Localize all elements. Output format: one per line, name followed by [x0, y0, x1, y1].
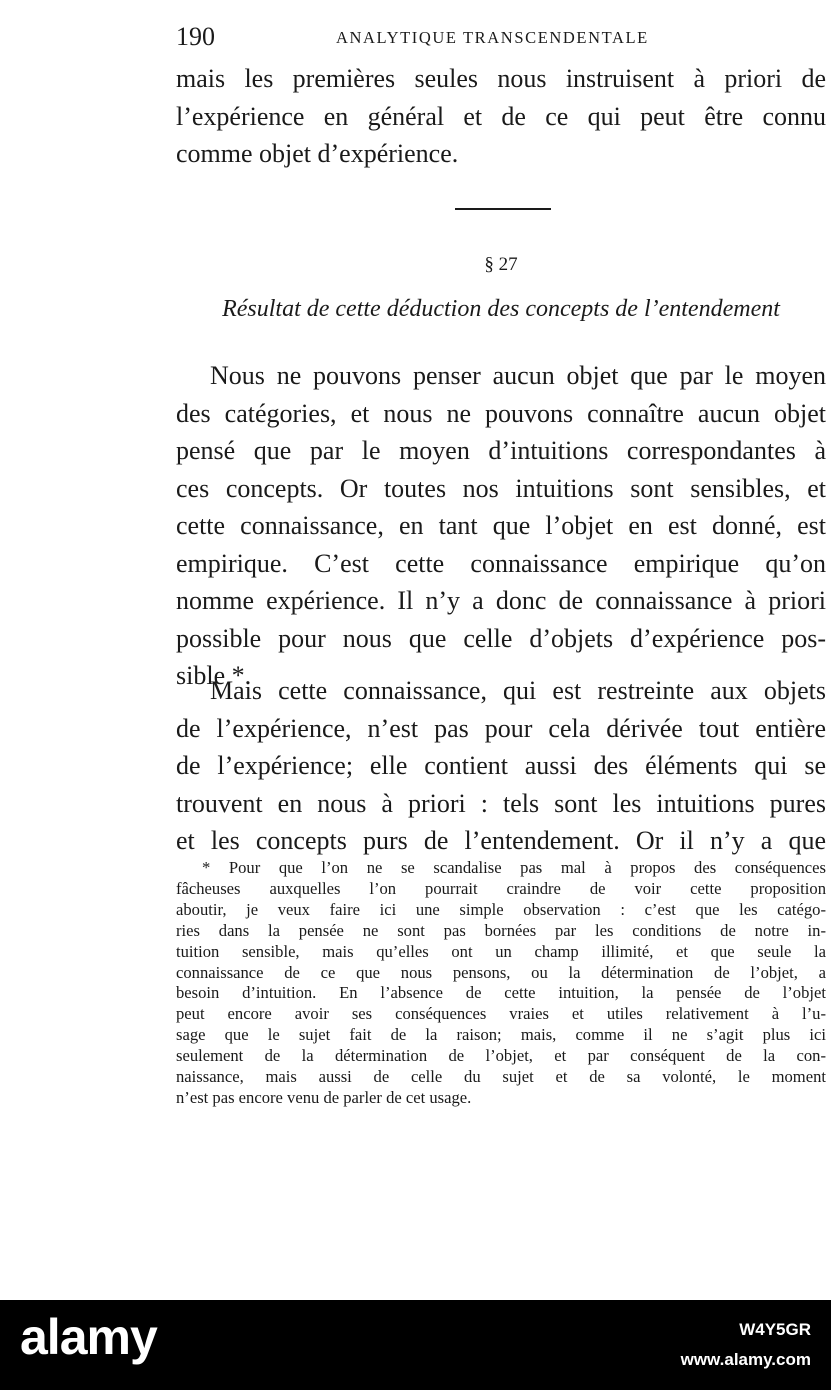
footnote-line: * Pour que l’on ne se scandalise pas mal à propos des conséquences — [202, 858, 826, 877]
running-head-title: ANALYTIQUE TRANSCENDENTALE — [336, 28, 649, 47]
image-id: W4Y5GR — [739, 1320, 811, 1339]
footnote-line: n’est pas encore venu de parler de cet usage. — [176, 1087, 472, 1107]
site-url: www.alamy.com — [680, 1350, 811, 1369]
running-head — [176, 22, 826, 52]
text-line: comme objet d’expérience. — [176, 139, 459, 168]
text-line: trouvent en nous à priori : tels sont les intuitions pures — [176, 788, 826, 818]
footnote-line: besoin d’intuition. En l’absence de cette intuition, la pensée de l’objet — [176, 983, 826, 1003]
text-line: sible *. — [176, 661, 252, 690]
paragraph-2 — [176, 672, 826, 860]
footnote-line: seulement de la détermination de l’objet, et par conséquent de la con- — [176, 1046, 826, 1066]
text-line: ces concepts. Or toutes nos intuitions sont sensibles, et — [176, 473, 826, 503]
footnote-line: tuition sensible, mais qu’elles ont un champ illimité, et que seule la — [176, 941, 826, 961]
footnote-line: connaissance de ce que nous pensons, ou la détermination de l’objet, a — [176, 962, 826, 982]
text-line: empirique. C’est cette connaissance empirique qu’on — [176, 548, 826, 578]
text-line: pensé que par le moyen d’intuitions correspondantes à — [176, 436, 826, 465]
text-line: de l’expérience; elle contient aussi des éléments qui se — [176, 751, 826, 780]
text-line: l’expérience en général et de ce qui peut être connu — [176, 101, 826, 131]
text-line: Nous ne pouvons penser aucun objet que par le moyen — [210, 361, 826, 390]
footnote-line: peut encore avoir ses conséquences vraies et utiles relativement à l’u- — [176, 1004, 826, 1024]
section-number: § 27 — [484, 254, 518, 275]
paragraph-1 — [176, 357, 826, 695]
section-divider — [455, 208, 551, 210]
text-line: mais les premières seules nous instruisent à priori de — [176, 64, 826, 93]
footnote-line: ries dans la pensée ne sont pas bornées par les conditions de notre in- — [176, 920, 826, 940]
intro-text — [176, 60, 826, 173]
footnote-line: sage que le sujet fait de la raison; mais, comme il ne s’agit plus ici — [176, 1025, 826, 1045]
text-line: de l’expérience, n’est pas pour cela dérivée tout entière — [176, 713, 826, 743]
text-line: nomme expérience. Il n’y a donc de connaissance à priori — [176, 586, 826, 615]
alamy-logo: alamy — [20, 1309, 157, 1365]
text-line: cette connaissance, en tant que l’objet en est donné, est — [176, 511, 826, 540]
footnote-line: fâcheuses auxquelles l’on pourrait craindre de voir cette proposition — [176, 878, 826, 898]
footnote-line: naissance, mais aussi de celle du sujet et de sa volonté, le moment — [176, 1067, 826, 1087]
text-line: et les concepts purs de l’entendement. Or il n’y a que — [176, 826, 826, 855]
footnote-line: aboutir, je veux faire ici une simple observation : c’est que les catégo- — [176, 899, 826, 919]
text-line: possible pour nous que celle d’objets d’expérience pos- — [176, 623, 826, 653]
text-line: des catégories, et nous ne pouvons connaître aucun objet — [176, 398, 826, 428]
page-number: 190 — [176, 22, 215, 51]
section-title: Résultat de cette déduction des concepts de l’entendement — [222, 296, 780, 322]
text-line: Mais cette connaissance, qui est restreinte aux objets — [210, 676, 826, 705]
footnote — [176, 858, 826, 1109]
watermark-bar — [0, 1300, 831, 1390]
